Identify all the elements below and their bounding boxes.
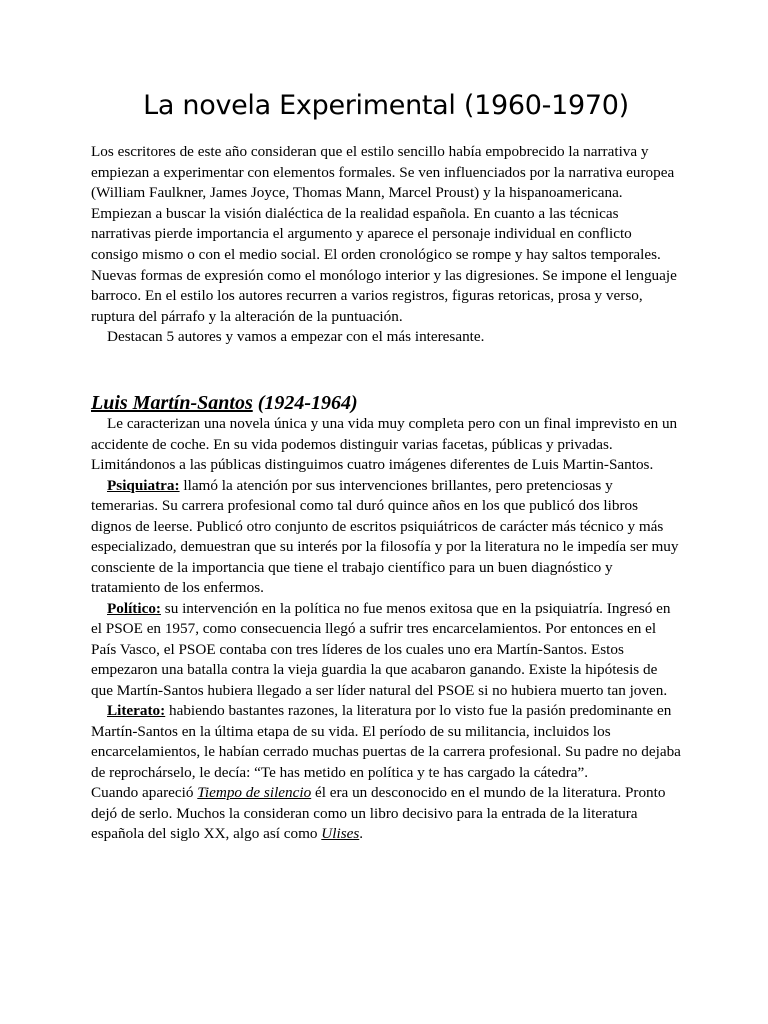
politico-term: Político: (107, 599, 161, 617)
politico-paragraph (91, 599, 681, 702)
intro-section (91, 142, 681, 348)
author-intro-paragraph: Le caracterizan una novela única y una vida muy completa pero con un final imprevisto en un accidente de coche. En su vida podemos distinguir varias facetas, públicas y privadas. Limitándonos a las públicas distinguimos cuatro imágenes diferentes de Luis Martin-Santos. (91, 415, 678, 473)
book-title-ulises: Ulises (321, 825, 360, 842)
politico-text: su intervención en la política no fue menos exitosa que en la psiquiatría. Ingresó en el PSOE en 1957, como consecuencia llegó a sufrir tres encarcelamientos. Por entonces en el País Vasco, el PSOE contaba con tres líderes de los cuales uno era Martín-Santos. Estos empezaron una batalla contra la vieja guardia la que acabaron ganando. Existe la hipótesis de que Martín-Santos hubiera llegado a ser líder natural del PSOE si no hubiera muerto tan joven. (91, 599, 671, 699)
author-heading (91, 390, 358, 416)
book-title-tiempo-de-silencio: Tiempo de silencio (197, 784, 312, 801)
literato-text: habiendo bastantes razones, la literatura por lo visto fue la pasión predominante en Martín-Santos en la última etapa de su vida. El período de su militancia, incluidos los encarcelamientos, le habían cerrado muchas puertas de la carrera profesional. Su padre no dejaba de reprochárselo, le decía: “Te has metido en política y te has cargado la cátedra”. (91, 702, 681, 781)
final-text-end: . (359, 825, 364, 842)
author-name: Luis Martín-Santos (91, 392, 253, 414)
psiquiatra-term: Psiquiatra: (107, 476, 180, 494)
author-dates: (1924-1964) (252, 392, 358, 414)
intro-closing-paragraph: Destacan 5 autores y vamos a empezar con el más interesante. (107, 328, 485, 346)
document-title: La novela Experimental (1960-1970) (143, 90, 629, 121)
final-text-middle: él era un desconocido en el mundo de la literatura. Pronto dejó de serlo. Muchos la consideran como un libro decisivo para la entrada de la literatura española del siglo XX, algo así como (91, 784, 666, 842)
intro-paragraph: Los escritores de este año consideran que el estilo sencillo había empobrecido la narrativa y empiezan a experimentar con elementos formales. Se ven influenciados por la narrativa europea (William Faulkner, James Joyce, Thomas Mann, Marcel Proust) y la hispanoamericana. Empiezan a buscar la visión dialéctica de la realidad española. En cuanto a las técnicas narrativas pierde importancia el argumento y aparece el personaje individual en conflicto consigo mismo o con el medio social. El orden cronológico se rompe y hay saltos temporales. Nuevas formas de expresión como el monólogo interior y las digresiones. Se impone el lenguaje barroco. En el estilo los autores recurren a varios registros, figuras retoricas, prosa y verso, ruptura del párrafo y la alteración de la puntuación. (91, 143, 677, 325)
psiquiatra-text: llamó la atención por sus intervenciones brillantes, pero pretenciosas y temerarias. Su carrera profesional como tal duró quince años en los que publicó dos libros dignos de leerse. Publicó otro conjunto de escritos psiquiátricos de carácter más técnico y más especializado, demuestran que su interés por la filosofía y por la literatura no le impedía ser muy consciente de la importancia que tiene el trabajo científico para un buen diagnóstico y tratamiento de los enfermos. (91, 476, 679, 596)
author-section (91, 414, 681, 845)
final-paragraph (91, 783, 681, 845)
psiquiatra-paragraph (91, 476, 681, 599)
literato-paragraph (91, 701, 681, 783)
literato-term: Literato: (107, 702, 166, 719)
final-text-start: Cuando apareció (91, 784, 198, 801)
